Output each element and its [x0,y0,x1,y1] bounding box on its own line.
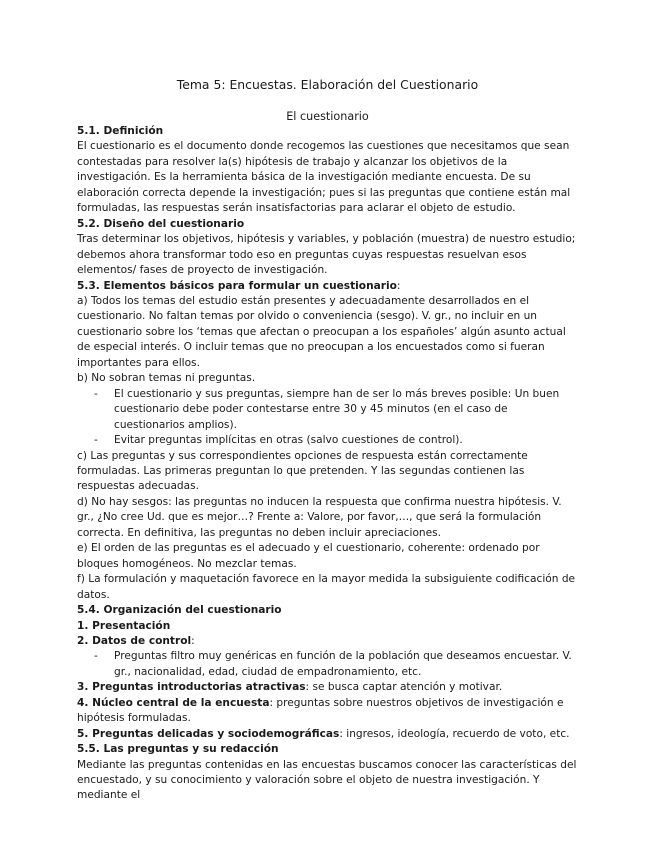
section-heading-5-5: 5.5. Las preguntas y su redacción [77,743,279,756]
paragraph-item-a: a) Todos los temas del estudio están presentes y adecuadamente desarrollados en el cuestionario. No faltan temas por olvido o conveniencia (sesgo). V. gr., no incluir en un cuestionario sobre los ‘temas que afectan o preocupan a los españoles’ algún asunto actual de especial interés. O incluir temas que no preocupan a los encuestados como si fueran importantes para ellos. [77,294,566,369]
org-item-5-text: : ingresos, ideología, recuerdo de voto, etc. [339,727,570,740]
list-item [77,387,579,433]
org-item-2 [77,634,579,649]
paragraph-item-e: e) El orden de las preguntas es el adecuado y el cuestionario, coherente: ordenado por bloques homogéneos. No mezclar temas. [77,542,540,570]
org-item-2-label: 2. Datos de control [77,634,192,647]
org-item-4-text: : preguntas sobre nuestros objetivos de investigación e hipótesis formuladas. [77,696,564,725]
org-item-1: 1. Presentación [77,619,171,632]
section-heading-5-1: 5.1. Definición [77,125,164,137]
section-heading-5-2: 5.2. Diseño del cuestionario [77,217,245,230]
org-item-4-label: 4. Núcleo central de la encuesta [77,696,270,709]
paragraph-diseno: Tras determinar los objetivos, hipótesis y variables, y población (muestra) de nuestro estudio; debemos ahora transformar todo eso en preguntas cuyas respuestas resuelvan esos elementos/ fases de proyecto de investigación. [77,233,576,277]
dash-bullet: - [94,387,98,400]
section-heading-5-3 [77,279,579,294]
paragraph-item-f: f) La formulación y maquetación favorece en la mayor medida la subsiguiente codificación de datos. [77,573,576,601]
section-heading-5-4: 5.4. Organización del cuestionario [77,604,282,617]
org-item-3 [77,680,579,695]
document-title: Tema 5: Encuestas. Elaboración del Cuestionario [176,77,479,92]
org-item-5 [77,727,579,742]
document-subtitle: El cuestionario [286,110,369,123]
section-heading-5-3-colon: : [396,279,401,292]
dash-bullet: - [94,650,98,663]
dash-bullet: - [94,434,98,447]
paragraph-definicion: El cuestionario es el documento donde recogemos las cuestiones que necesitamos que sean contestadas para resolver la(s) hipótesis de trabajo y alcanzar los objetivos de la investigación. Es la herramienta básica de la investigación mediante encuesta. De su elaboración correcta depende la investigación; pues si las preguntas que contiene están mal formuladas, las respuestas serán insatisfactorias para aclarar el objeto de estudio. [77,140,571,215]
document-body [77,124,579,804]
bullet-text-brevity: El cuestionario y sus preguntas, siempre han de ser lo más breves posible: Un buen cuestionario debe poder contestarse entre 30 y 45 minutos (en el caso de cuestionarios amplios). [114,387,560,431]
bullet-text-implicit: Evitar preguntas implícitas en otras (salvo cuestiones de control). [114,434,463,447]
org-item-5-label: 5. Preguntas delicadas y sociodemográficas [77,727,340,740]
section-heading-5-3-text: 5.3. Elementos básicos para formular un cuestionario [77,279,397,292]
org-item-3-text: : se busca captar atención y motivar. [305,681,503,694]
org-item-2-colon: : [191,634,195,647]
paragraph-item-b: b) No sobran temas ni preguntas. [77,372,256,385]
org-item-4 [77,696,579,727]
paragraph-item-c: c) Las preguntas y sus correspondientes opciones de respuesta están correctamente formuladas. Las primeras preguntan lo que pretenden. Y las segundas contienen las respuestas adecuadas. [77,449,528,493]
paragraph-item-d: d) No hay sesgos: las preguntas no inducen la respuesta que confirma nuestra hipótesis. V. gr., ¿No cree Ud. que es mejor…? Frente a: Valore, por favor,…, que será la formulación correcta. En definitiva, las preguntas no deben incluir apreciaciones. [77,495,562,539]
paragraph-preguntas: Mediante las preguntas contenidas en las encuestas buscamos conocer las características del encuestado, y su conocimiento y valoración sobre el objeto de nuestra investigación. Y mediante el [77,758,577,802]
org-item-3-label: 3. Preguntas introductorias atractivas [77,681,306,694]
list-item [77,433,579,448]
bullet-text-filtro: Preguntas filtro muy genéricas en función de la población que deseamos encuestar. V. gr., nacionalidad, edad, ciudad de empadronamiento, etc. [114,650,572,678]
list-item [77,649,579,680]
